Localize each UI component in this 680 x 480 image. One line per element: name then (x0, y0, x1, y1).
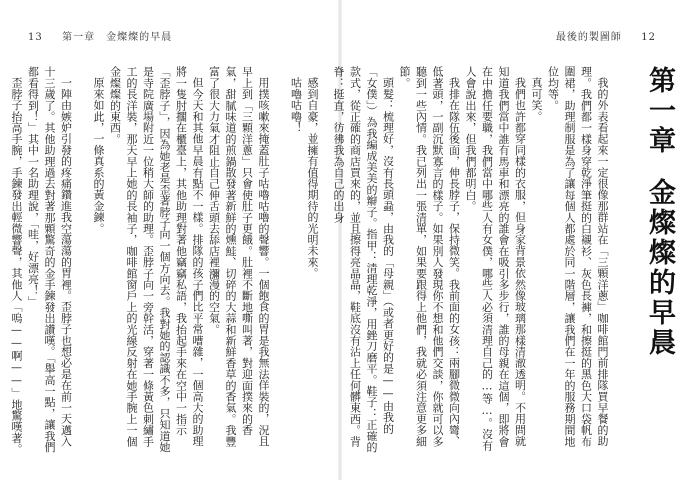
paragraph: 咕嚕咕嚕！ (289, 77, 303, 133)
right-running-head (556, 28, 656, 43)
left-page-number: 13 (28, 32, 43, 43)
chapter-number: 第一章 (644, 66, 675, 156)
right-page-number: 12 (641, 32, 656, 43)
paragraph: 歪脖子抬高手腕，手鍊發出輕微響聲，其他人「嗚——啊——」地驚嘆著。 (10, 77, 23, 455)
right-page (332, 0, 680, 480)
paragraph: 但今天和其他早晨有點不一樣。排隊的孩子們比平常嘈雜，一個高大的助理將一隻肘擱在櫃臺上，其他助理對著他竊竊私語，我抬起手來在空中一指示「歪脖子」，因為她老是歪著脖子向一個方向去。我對她的認識不多，只知道她是寺院廣場附近一位稍大師的助理。歪脖子向一旁幹活，穿著一條黃色刺繡手工的長洋裝，那天早上她的長袖子，咖啡館窗戶上的光線反射在她手腕上一個金燦燦的東西。 (108, 66, 204, 453)
paragraph: 我排在隊伍後面，伸長脖子，保持微笑。我前面的女孩：兩腳微微向內彎、低著頭，一副沉默寡言的樣子。如果別人發現你不想和他們交談，你就可以多聽到一些內情。我已列出一張清單，如果要跟得上他們，我就必須注意更多細節。 (398, 66, 461, 447)
paragraph: 真可笑。 (530, 77, 543, 122)
paragraph: 頭髮：梳理好，沒有長頭蝨，由我的「母親」（或者更好的是——由我的「女僕」）為我編成美美的辮子。指甲：清理乾淨，用銼刀磨平。鞋子：正確的款式，從正確的商店買來的，並且擦得亮晶晶，鞋底沒有沾上任何髒東西。背脊：挺直，彷彿我為自己的出身 (332, 66, 395, 453)
paragraph: 感到自豪，並擁有值得期待的光明未來。 (306, 77, 319, 279)
paragraph: 用撲咳嗽來掩蓋肚子咕嚕咕嚕的聲響。一個飽食的胃是我無法佯裝的，況且早上到「三顆洋蔥」只會使肚子更餓。肚裡不斷地嘶叫著，對迎面撲來的香氣，甜膩味道的煎鍋散發著新鮮的燻鮭、切碎的大蒜和新鮮香草的香氣。我豐富了很大力氣才阻止自己伸舌頭去舔店裡瀰漫的空氣。 (207, 66, 270, 447)
paragraph: 一陣由嫉妒引發的疼痛鑽進我空蕩蕩的胃裡。歪脖子也想必是在前一天邁入十三歲了。其他助理過去對著那顆驚奇的金手鍊發出讚嘆。「舉高一點，讓我們都看得到！」其中一名助理說，「哇，好漂亮！」 (26, 66, 73, 453)
chapter-heading (618, 66, 674, 376)
right-body-text (332, 66, 610, 456)
right-running-title: 最後的製圖師 (555, 32, 622, 43)
paragraph: 我們也許都穿同樣的衣服，但身家背景依然像玻璃那樣清澈透明。不用問就知道我們當中誰有馬車和漂亮的誰會在吸引多步行，誰的母親在這個，即將會在中擔任要職，我們當中哪些人有女僕，哪些人必須清理自己的…等…。沒有人會說出來，但我們都明白。 (464, 66, 527, 451)
paragraph: 我的外表看起來一定很像那群站在「三顆洋蔥」咖啡館門前排隊買早餐的助理。我們都一樣身穿乾淨筆挺的白襯衫、灰色長褲，和擦挺的黑色大口袋帆布圍裙，助理制服是為了讓每個人都處於同一階層，讓我們在一年的服務期間地位均等。 (546, 66, 609, 447)
chapter-title: 金燦燦的早晨 (644, 178, 675, 358)
left-running-title: 第一章 金燦燦的早晨 (62, 32, 173, 43)
paragraph: 原來如此，一條真系的黃金鍊。 (92, 77, 105, 234)
left-running-head (28, 28, 172, 43)
left-body-text (10, 66, 320, 456)
